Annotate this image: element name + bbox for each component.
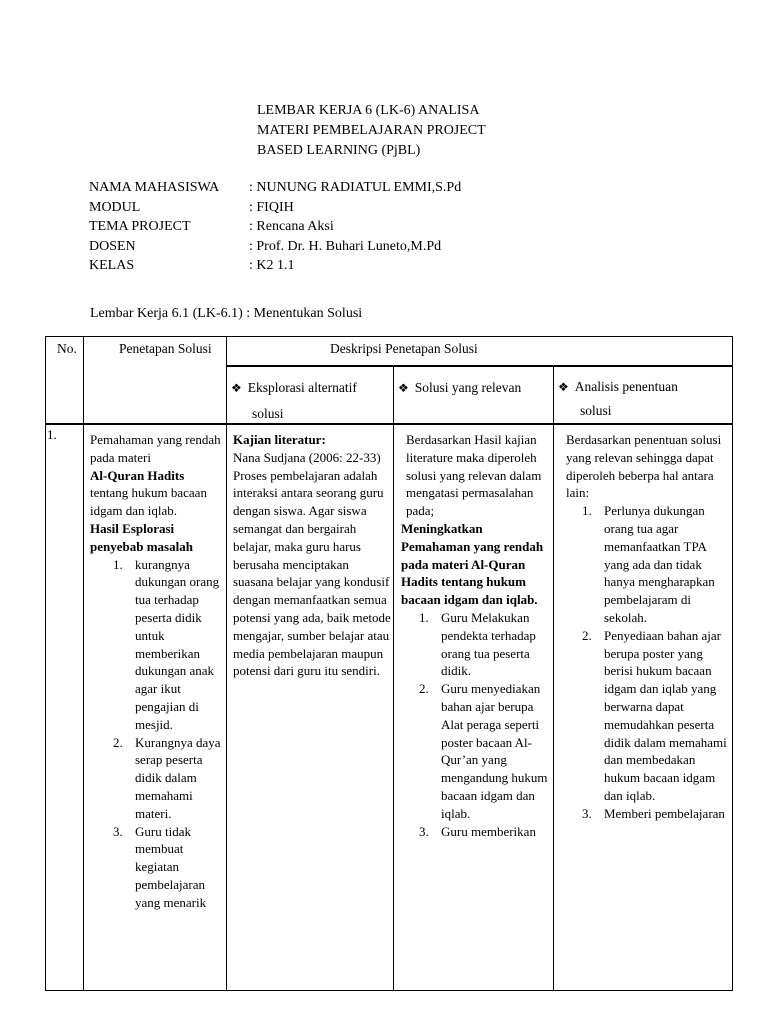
list-item: 2. Penyediaan bahan ajar berupa poster yang berisi hukum bacaan idgam dan iqlab yang berwarna dapat memudahkan peserta didik dalam memahami dan membedakan hukum bacaan idgam dan iqlab. bbox=[582, 627, 727, 803]
title-line-2: MATERI PEMBELAJARAN PROJECT bbox=[257, 123, 486, 138]
table-divider bbox=[393, 365, 394, 991]
literature-body: Proses pembelajaran adalah interaksi antara seorang guru dengan siswa. Agar siswa semangat dan bergairah belajar, maka guru harus berusaha menciptakan suasana belajar yang kondusif dengan memanfaatkan semua potensi yang ada, baik metode mengajar, sumber belajar atau media pembelajaran maupun potensi dari guru itu sendiri. bbox=[233, 467, 391, 679]
info-row-dosen bbox=[89, 237, 461, 257]
list-item: 3. Guru memberikan bbox=[419, 823, 536, 839]
header-deskripsi: Deskripsi Penetapan Solusi bbox=[330, 341, 478, 356]
list-item: 1. Guru Melakukan pendekta terhadap orang tua peserta didik. bbox=[419, 609, 536, 679]
list-item: 3. Guru tidak membuat kegiatan pembelajaran yang menarik bbox=[113, 823, 207, 910]
table-divider bbox=[226, 337, 227, 991]
relevan-list bbox=[401, 609, 551, 840]
table-divider bbox=[553, 365, 554, 991]
list-item: 3. Memberi pembelajaran bbox=[582, 805, 725, 821]
literature-heading: Kajian literatur: bbox=[233, 432, 326, 447]
diamond-bullet-icon: ❖ bbox=[558, 380, 569, 394]
info-value: : Prof. Dr. H. Buhari Luneto,M.Pd bbox=[249, 238, 442, 254]
cell-relevan bbox=[401, 431, 551, 840]
literature-reference: Nana Sudjana (2006: 22-33) bbox=[233, 449, 381, 465]
table-divider bbox=[226, 365, 733, 367]
table-divider bbox=[46, 423, 733, 425]
cell-eksplorasi bbox=[233, 431, 391, 680]
relevan-goal: Meningkatkan Pemahaman yang rendah pada materi Al-Quran Hadits tentang hukum bacaan idgam dan iqlab. bbox=[401, 520, 544, 608]
relevan-intro: Berdasarkan Hasil kajian literature maka diperoleh solusi yang relevan dalam mengatasi permasalahan pada; bbox=[406, 432, 542, 519]
header-eksplorasi-text-2: solusi bbox=[252, 406, 284, 421]
header-analisis-text-2: solusi bbox=[580, 403, 612, 418]
worksheet-subtitle: Lembar Kerja 6.1 (LK-6.1) : Menentukan Solusi bbox=[90, 306, 363, 321]
info-label: DOSEN bbox=[89, 238, 136, 254]
info-label: KELAS bbox=[89, 258, 135, 273]
cause-list bbox=[90, 556, 224, 912]
identity-block bbox=[89, 178, 461, 276]
diamond-bullet-icon: ❖ bbox=[231, 381, 242, 395]
list-item: 1. Perlunya dukungan orang tua agar memanfaatkan TPA yang ada dan tidak hanya mengharapkan pembelajaram di sekolah. bbox=[582, 503, 715, 625]
info-value: : NUNUNG RADIATUL EMMI,S.Pd bbox=[249, 180, 462, 195]
list-item: 1. kurangnya dukungan orang tua terhadap peserta didik untuk memberikan dukungan anak agar ikut pengajian di mesjid. bbox=[113, 556, 220, 732]
info-value: : K2 1.1 bbox=[249, 258, 295, 273]
info-row-kelas bbox=[89, 256, 461, 276]
header-relevan bbox=[398, 375, 521, 401]
header-penetapan: Penetapan Solusi bbox=[119, 341, 212, 356]
info-row-modul bbox=[89, 198, 461, 218]
title-line-3: BASED LEARNING (PjBL) bbox=[257, 143, 421, 158]
cell-penetapan bbox=[90, 431, 224, 912]
row-number: 1. bbox=[47, 427, 57, 442]
header-analisis-text: Analisis penentuan bbox=[574, 379, 678, 394]
header-analisis bbox=[558, 375, 678, 423]
list-item: 2. Guru menyediakan bahan ajar berupa Alat peraga seperti poster bacaan Al-Qur’an yang mengandung hukum bacaan idgam dan iqlab. bbox=[419, 681, 548, 821]
info-value: : FIQIH bbox=[249, 199, 294, 215]
info-row-nama bbox=[89, 178, 461, 198]
header-no: No. bbox=[57, 341, 77, 356]
title-line-1: LEMBAR KERJA 6 (LK-6) ANALISA bbox=[257, 103, 480, 118]
header-eksplorasi bbox=[231, 375, 357, 427]
info-label: MODUL bbox=[89, 199, 141, 215]
header-relevan-text: Solusi yang relevan bbox=[414, 380, 522, 395]
list-item: 2. Kurangnya daya serap peserta didik dalam memahami materi. bbox=[113, 734, 221, 821]
diamond-bullet-icon: ❖ bbox=[398, 381, 409, 395]
info-label: NAMA MAHASISWA bbox=[89, 180, 220, 195]
cell-analisis bbox=[566, 431, 728, 823]
solution-table bbox=[45, 336, 733, 991]
info-row-tema bbox=[89, 217, 461, 237]
info-label: TEMA PROJECT bbox=[89, 219, 191, 234]
penetapan-text: Pemahaman yang rendah pada materi bbox=[90, 432, 221, 465]
analisis-list bbox=[566, 502, 728, 822]
analisis-intro: Berdasarkan penentuan solusi yang relevan sehingga dapat diperoleh beberpa hal antara lain: bbox=[566, 432, 722, 501]
penetapan-text-2: tentang hukum bacaan idgam dan iqlab. bbox=[90, 485, 207, 519]
info-value: : Rencana Aksi bbox=[249, 219, 334, 234]
header-eksplorasi-text: Eksplorasi alternatif bbox=[247, 380, 357, 395]
penetapan-subheading: Hasil Esplorasi penyebab masalah bbox=[90, 520, 193, 554]
penetapan-subject: Al-Quran Hadits bbox=[90, 467, 185, 483]
document-title bbox=[257, 101, 557, 161]
table-divider bbox=[83, 337, 84, 991]
